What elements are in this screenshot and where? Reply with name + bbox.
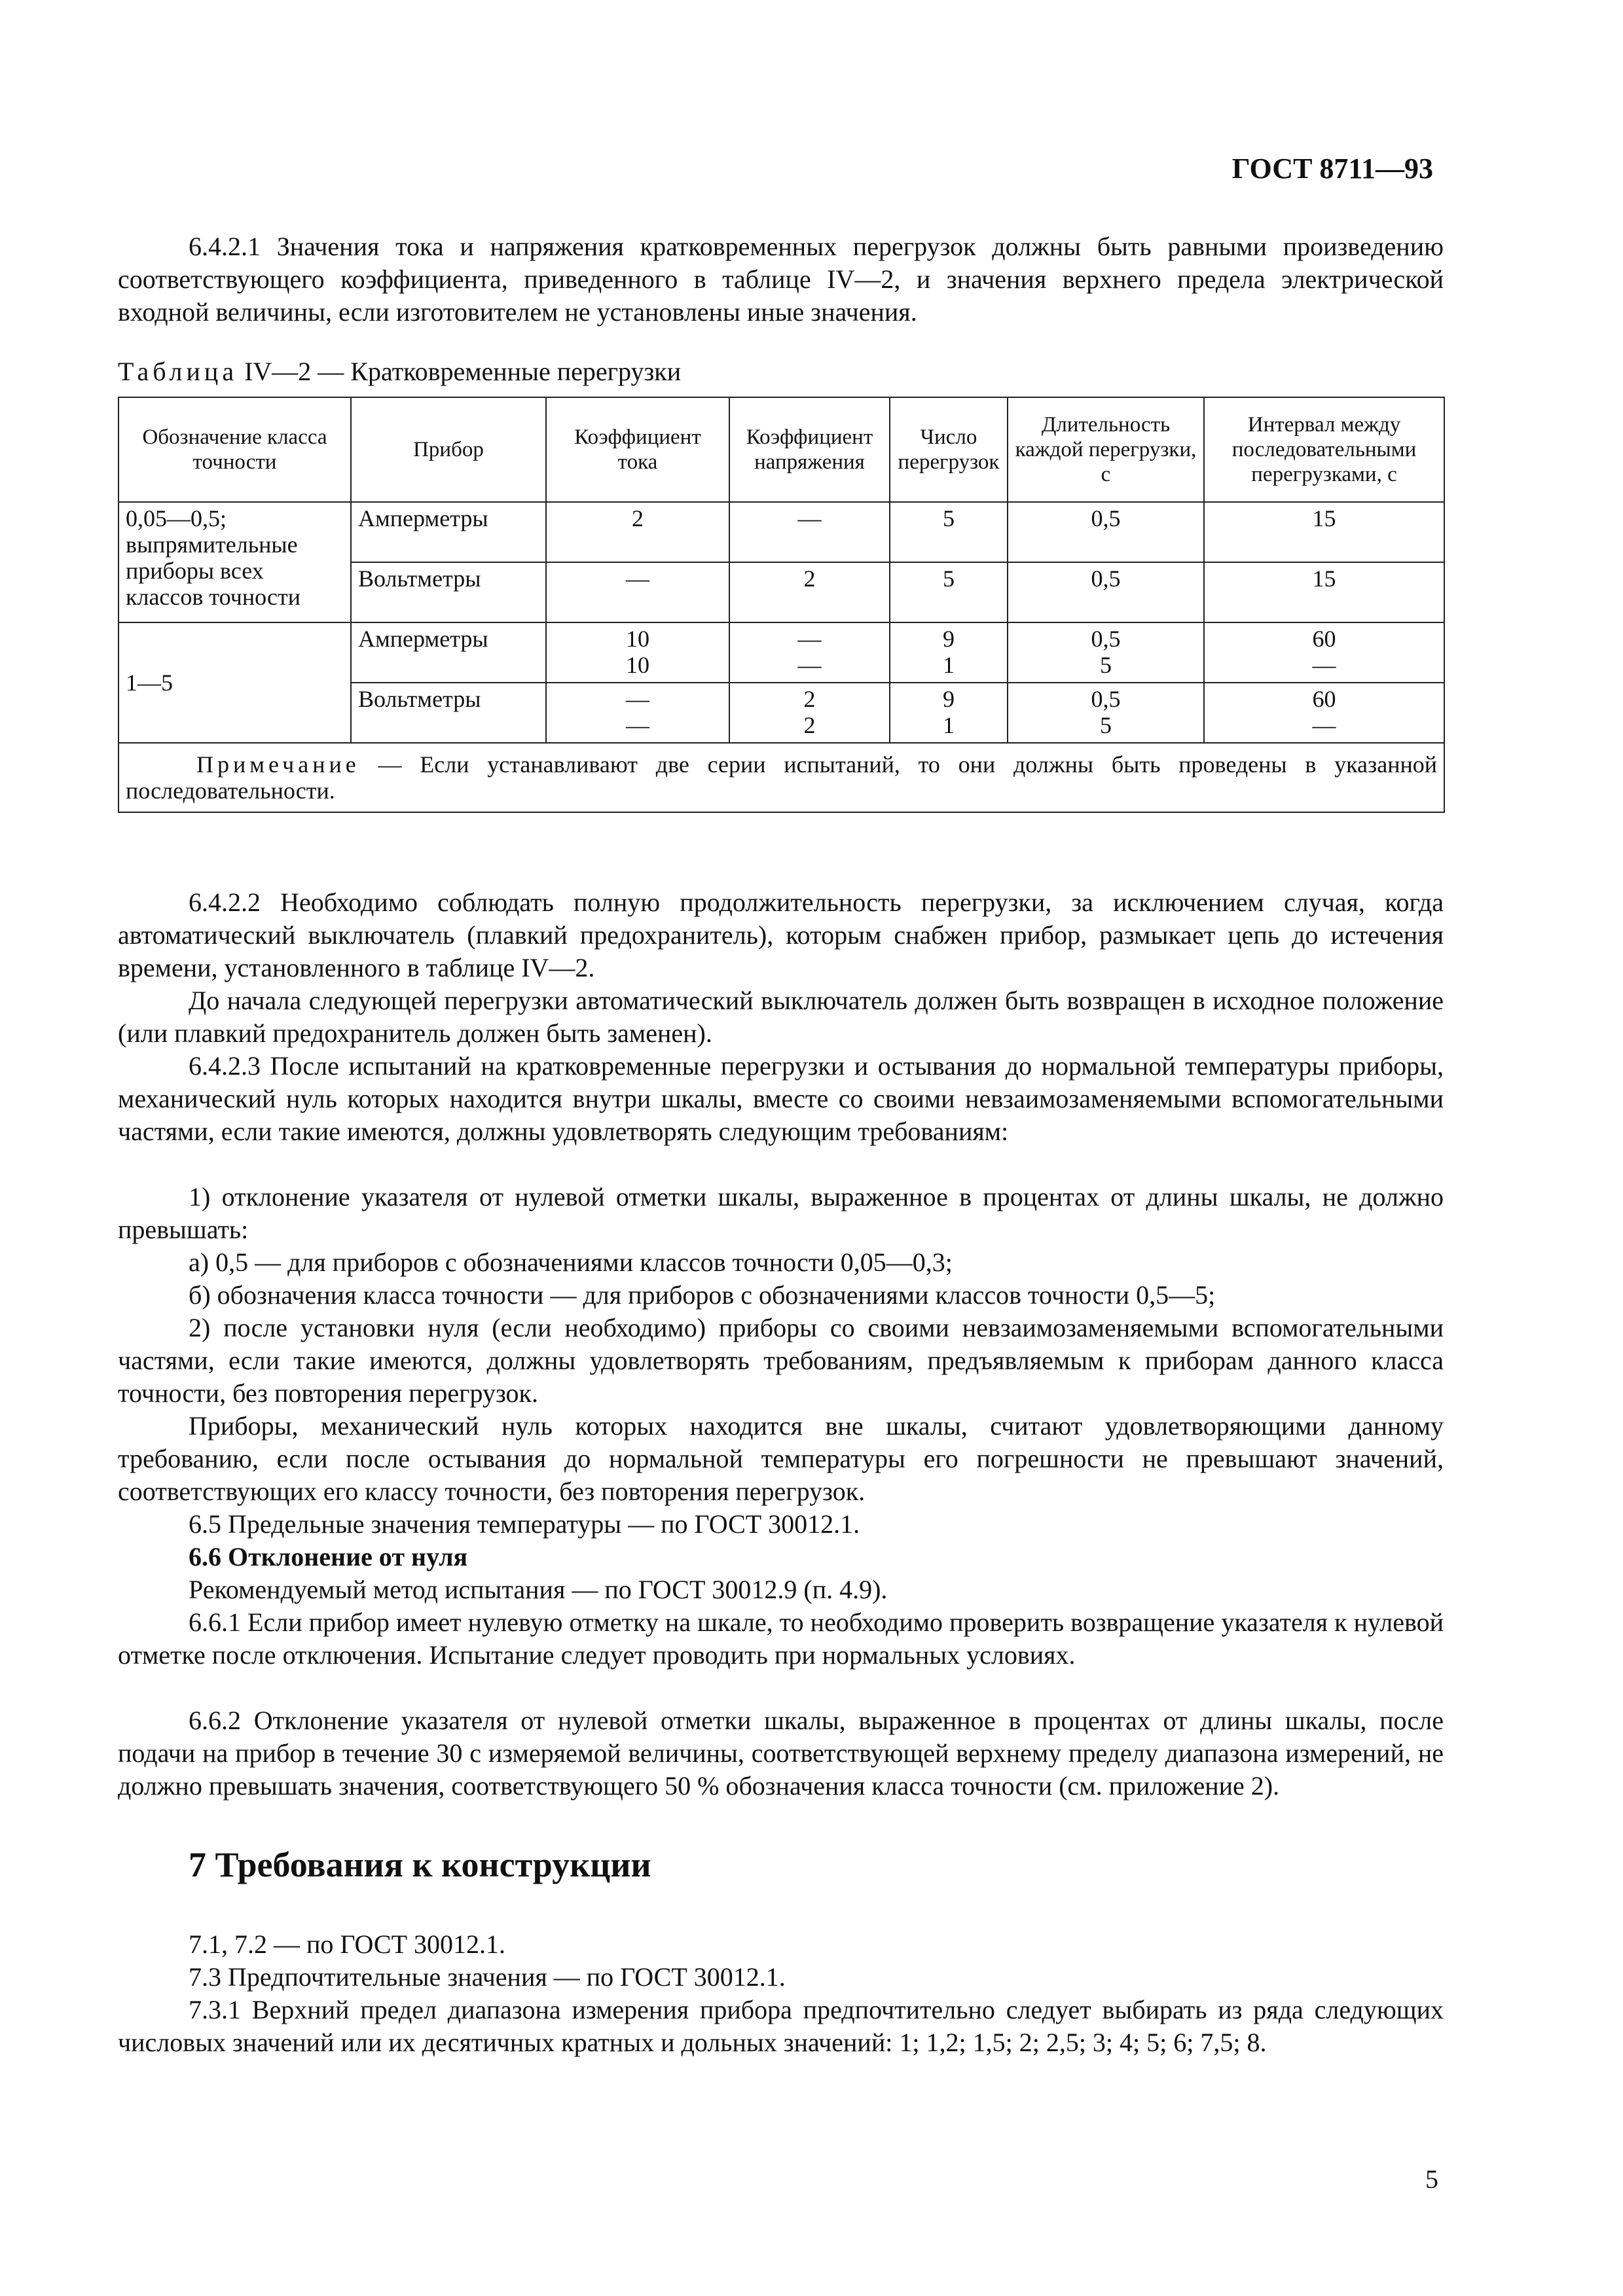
cell-duration: 0,5 [1008,562,1204,622]
section-7-title: 7 Требования к конструкции [189,1845,651,1884]
cell-duration: 0,5 5 [1008,683,1204,743]
paragraph-6-6-1: 6.6.1 Если прибор имеет нулевую отметку на шкале, то необходимо проверить возвращение указателя к нулевой отметке после отключения. Испытание следует проводить при нормальных условиях. [118,1607,1444,1670]
cell-class: 1—5 [119,622,351,743]
cell-voltage: 2 2 [729,683,890,743]
header-class: Обозначение класса точности [119,397,351,502]
cell-current: 2 [546,502,729,562]
table-note-label: Примечание [196,751,360,778]
cell-voltage: 2 [729,562,890,622]
paragraph-requirement-1a: а) 0,5 — для приборов с обозначениями классов точности 0,05—0,3; [189,1247,953,1277]
cell-count: 9 1 [890,683,1008,743]
paragraph-7-3-1: 7.3.1 Верхний предел диапазона измерения прибора предпочтительно следует выбирать из ряда следующих числовых значений или их десятичных кратных и дольных значений: 1; 1,2; 1,5; 2; 2,5; 3; 4; 5; 6; 7,5; 8. [118,1995,1444,2057]
cell-interval: 15 [1204,502,1444,562]
table-note-text: — Если устанавливают две серии испытаний, то они должны быть проведены в указанной последовательности. [126,751,1438,804]
header-device: Прибор [351,397,546,502]
cell-voltage: — — [729,622,890,683]
cell-interval: 60 — [1204,683,1444,743]
cell-device: Вольтметры [351,683,546,743]
cell-device: Амперметры [351,502,546,562]
cell-current: 10 10 [546,622,729,683]
header-overload-count: Число перегрузок [890,397,1008,502]
paragraph-requirement-2: 2) после установки нуля (если необходимо) приборы со своими невзаимозаменяемыми вспомогательными частями, если такие имеются, должны удовлетворять требованиям, предъявляемым к приборам данного класса точности, без повторения перегрузок. [118,1313,1444,1408]
table-row [119,622,1444,683]
table-caption [118,356,681,387]
header-interval: Интервал между последовательными перегрузками, с [1204,397,1444,502]
document-header: ГОСТ 8711—93 [1231,152,1433,185]
cell-count: 5 [890,502,1008,562]
cell-voltage: — [729,502,890,562]
cell-count: 5 [890,562,1008,622]
cell-count: 9 1 [890,622,1008,683]
paragraph-6-4-2-1: 6.4.2.1 Значения тока и напряжения кратковременных перегрузок должны быть равными произведению соответствующего коэффициента, приведенного в таблице IV—2, и значения верхнего предела электрической входной величины, если изготовителем не установлены иные значения. [118,232,1444,327]
table-note-row [119,743,1444,812]
paragraph-6-6-2: 6.6.2 Отклонение указателя от нулевой отметки шкалы, выраженное в процентах от длины шкалы, после подачи на прибор в течение 30 с измеряемой величины, соответствующей верхнему пределу диапазона измерений, не должно превышать значения, соответствующего 50 % обозначения класса точности (см. приложение 2). [118,1706,1444,1801]
table-header-row [119,397,1444,502]
heading-6-6: 6.6 Отклонение от нуля [189,1542,468,1571]
table-note [119,743,1444,812]
cell-class: 0,05—0,5; выпрямительные приборы всех классов точности [119,502,351,622]
paragraph-zero-outside: Приборы, механический нуль которых находится вне шкалы, считают удовлетворяющими данному требованию, если после остывания до нормальной температуры его погрешности не превышают значений, соответствующих его классу точности, без повторения перегрузок. [118,1411,1444,1506]
paragraph-7-1: 7.1, 7.2 — по ГОСТ 30012.1. [189,1929,506,1959]
table-caption-text: IV—2 — Кратковременные перегрузки [244,357,682,386]
paragraph-6-4-2-3: 6.4.2.3 После испытаний на кратковременные перегрузки и остывания до нормальной температуры приборы, механический нуль которых находится внутри шкалы, вместе со своими невзаимозаменяемыми вспомогательными частями, если такие имеются, должны удовлетворять следующим требованиям: [118,1051,1444,1146]
cell-duration: 0,5 [1008,502,1204,562]
table-caption-label: Таблица [118,357,238,386]
header-current-coef: Коэффициент тока [546,397,729,502]
paragraph-requirement-1: 1) отклонение указателя от нулевой отметки шкалы, выраженное в процентах от длины шкалы, не должно превышать: [118,1182,1444,1244]
page-number: 5 [1425,2164,1438,2194]
cell-interval: 15 [1204,562,1444,622]
cell-current: — — [546,683,729,743]
cell-device: Вольтметры [351,562,546,622]
cell-current: — [546,562,729,622]
paragraph-breaker-reset: До начала следующей перегрузки автоматический выключатель должен быть возвращен в исходное положение (или плавкий предохранитель должен быть заменен). [118,986,1444,1048]
cell-duration: 0,5 5 [1008,622,1204,683]
overload-table [118,397,1445,813]
paragraph-6-6-method: Рекомендуемый метод испытания — по ГОСТ 30012.9 (п. 4.9). [189,1575,888,1604]
cell-interval: 60 — [1204,622,1444,683]
header-duration: Длительность каждой перегрузки, с [1008,397,1204,502]
paragraph-6-5: 6.5 Предельные значения температуры — по ГОСТ 30012.1. [189,1509,860,1539]
paragraph-6-4-2-2: 6.4.2.2 Необходимо соблюдать полную продолжительность перегрузки, за исключением случая, когда автоматический выключатель (плавкий предохранитель), которым снабжен прибор, размыкает цепь до истечения времени, установленного в таблице IV—2. [118,888,1444,982]
table-row [119,502,1444,562]
paragraph-requirement-1b: б) обозначения класса точности — для приборов с обозначениями классов точности 0,5—5; [189,1280,1216,1310]
paragraph-7-3: 7.3 Предпочтительные значения — по ГОСТ 30012.1. [189,1962,786,1992]
header-voltage-coef: Коэффициент напряжения [729,397,890,502]
cell-device: Амперметры [351,622,546,683]
